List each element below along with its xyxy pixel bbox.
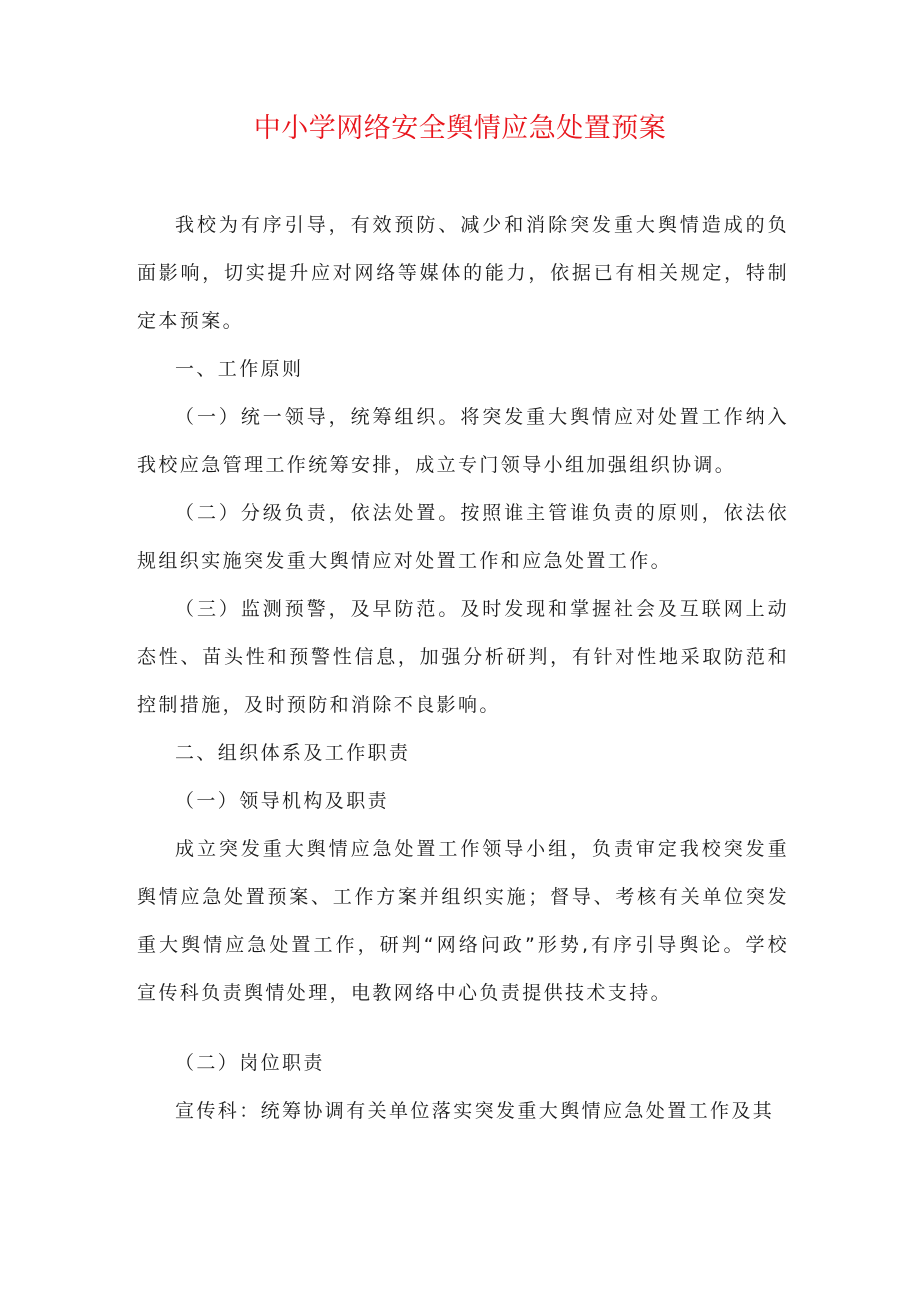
principle-1-paragraph: （一）统一领导，统筹组织。将突发重大舆情应对处置工作纳入我校应急管理工作统筹安排，成立专门领导小组加强组织协调。	[137, 406, 789, 476]
publicity-duty-paragraph: 宣传科：统筹协调有关单位落实突发重大舆情应急处置工作及其	[175, 1100, 775, 1122]
principle-3-paragraph: （三）监测预警，及早防范。及时发现和掌握社会及互联网上动态性、苗头性和预警性信息，加强分析研判，有针对性地采取防范和控制措施，及时预防和消除不良影响。	[137, 598, 789, 716]
document-title: 中小学网络安全舆情应急处置预案	[253, 113, 667, 144]
leadership-paragraph: 成立突发重大舆情应急处置工作领导小组，负责审定我校突发重舆情应急处置预案、工作方案并组织实施；督导、考核有关单位突发重大舆情应急处置工作，研判“网络问政”形势,有序引导舆论。学校宣传科负责舆情处理，电教网络中心负责提供技术支持。	[137, 838, 789, 1004]
subsection-heading-duties: （二）岗位职责	[175, 1052, 325, 1074]
section-heading-organization: 二、组织体系及工作职责	[175, 742, 411, 764]
section-heading-principles: 一、工作原则	[175, 358, 304, 380]
document-body	[137, 201, 789, 1135]
principle-2-paragraph: （二）分级负责，依法处置。按照谁主管谁负责的原则，依法依规组织实施突发重大舆情应对处置工作和应急处置工作。	[137, 502, 789, 572]
subsection-heading-leadership: （一）领导机构及职责	[175, 790, 390, 812]
intro-paragraph: 我校为有序引导，有效预防、减少和消除突发重大舆情造成的负面影响，切实提升应对网络等媒体的能力，依据已有相关规定，特制定本预案。	[137, 214, 789, 332]
